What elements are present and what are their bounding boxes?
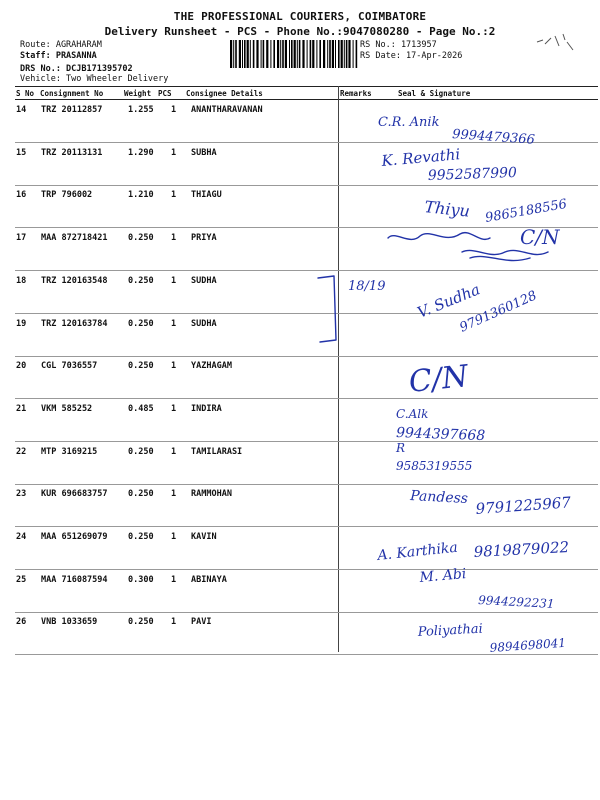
row-consignee: INDIRA	[191, 403, 222, 414]
row-sno: 17	[16, 233, 27, 244]
r23-phone: 9791225967	[475, 493, 572, 518]
row-weight: 1.290	[128, 147, 154, 158]
col-sno: S No	[16, 89, 35, 98]
row-consignment-no: MAA 716087594	[41, 574, 108, 585]
r24-phone: 9819879022	[473, 538, 570, 561]
r16-phone: 9865188556	[484, 196, 569, 226]
col-seal-signature: Seal & Signature	[398, 89, 471, 98]
r19-phone: 9791360128	[457, 288, 540, 336]
r21-signature: C.Alk	[396, 407, 429, 421]
row-consignment-no: MAA 872718421	[41, 233, 108, 244]
row-divider	[15, 654, 598, 655]
table-row	[15, 570, 598, 613]
row-sno: 26	[16, 617, 27, 628]
row-weight: 0.250	[128, 617, 154, 628]
r15-signature: K. Revathi	[380, 145, 461, 170]
col-consignment: Consignment No	[40, 89, 104, 98]
row-pcs: 1	[171, 532, 177, 542]
col-pcs: PCS	[158, 89, 172, 98]
table-row	[15, 612, 598, 655]
row-consignment-no: VNB 1033659	[41, 617, 98, 628]
row-sno: 18	[16, 275, 27, 286]
row-consignee: SUBHA	[191, 147, 217, 158]
row-consignee: YAZHAGAM	[191, 361, 232, 372]
row-weight: 0.485	[128, 403, 154, 414]
row-pcs: 1	[171, 617, 177, 628]
row-consignee: RAMMOHAN	[191, 489, 232, 500]
row-weight: 1.210	[128, 190, 154, 201]
row-weight: 0.250	[128, 318, 154, 329]
row-sno: 20	[16, 361, 27, 372]
row-pcs: 1	[171, 190, 177, 201]
row-pcs: 1	[171, 403, 177, 414]
row-sno: 23	[16, 489, 27, 500]
row-weight: 0.250	[128, 233, 154, 244]
r18-remark: 18/19	[348, 279, 386, 294]
row-consignment-no: TRZ 20113131	[41, 147, 103, 158]
row-pcs: 1	[171, 105, 177, 115]
row-weight: 0.300	[128, 574, 154, 585]
row-sno: 14	[16, 105, 27, 115]
r16-signature: Thiyu	[423, 197, 471, 221]
row-weight: 0.250	[128, 361, 154, 372]
col-weight: Weight	[124, 89, 152, 98]
r19-signature: V. Sudha	[414, 280, 483, 322]
row-pcs: 1	[171, 489, 177, 500]
row-consignee: PRIYA	[191, 233, 217, 244]
row-sno: 24	[16, 532, 27, 542]
r14-signature: C.R. Anik	[378, 115, 440, 130]
row-pcs: 1	[171, 361, 177, 372]
staff-label: Staff: PRASANNA	[20, 51, 97, 61]
r15-phone: 9952587990	[427, 164, 518, 184]
r26-signature: Poliyathai	[417, 621, 484, 640]
row-sno: 19	[16, 318, 27, 329]
r20-cn-mark: C/N	[407, 358, 470, 400]
table-row	[15, 185, 598, 228]
row-pcs: 1	[171, 275, 177, 286]
row-consignment-no: TRZ 120163548	[41, 275, 108, 286]
table-top-border	[15, 86, 598, 87]
row-consignment-no: TRZ 20112857	[41, 105, 103, 115]
r26-phone: 9894698041	[489, 635, 567, 655]
row-consignment-no: MTP 3169215	[41, 446, 98, 457]
r17-cn-mark: C/N	[520, 225, 560, 249]
r22-phone: 9585319555	[396, 459, 473, 473]
row-consignee: SUDHA	[191, 275, 217, 286]
row-sno: 21	[16, 403, 27, 414]
r21-phone: 9944397668	[395, 425, 486, 445]
row-sno: 15	[16, 147, 27, 158]
row-pcs: 1	[171, 574, 177, 585]
runsheet-title: Delivery Runsheet - PCS - Phone No.:9047080280 - Page No.:2	[104, 25, 496, 38]
row-consignee: ANANTHARAVANAN	[191, 105, 263, 115]
row-consignee: TAMILARASI	[191, 446, 243, 457]
row-weight: 1.255	[128, 105, 154, 115]
row-pcs: 1	[171, 233, 177, 244]
row-consignment-no: TRP 796002	[41, 190, 93, 201]
table-row	[15, 143, 598, 186]
table-row	[15, 314, 598, 357]
row-sno: 22	[16, 446, 27, 457]
margin-pen-mark	[535, 30, 575, 52]
row-consignee: SUDHA	[191, 318, 217, 329]
table-row	[15, 228, 598, 271]
row-consignee: KAVIN	[191, 532, 217, 542]
row-consignee: ABINAYA	[191, 574, 227, 585]
r25-phone: 9944292231	[477, 593, 555, 611]
row-consignment-no: KUR 696683757	[41, 489, 108, 500]
table-row	[15, 442, 598, 485]
row-consignee: THIAGU	[191, 190, 222, 201]
row-pcs: 1	[171, 147, 177, 158]
vehicle-label: Vehicle: Two Wheeler Delivery	[20, 74, 169, 84]
r22-signature: R	[396, 441, 406, 455]
r24-signature: A. Karthika	[376, 539, 459, 564]
r23-signature: Pandess	[409, 488, 469, 508]
row-weight: 0.250	[128, 532, 154, 542]
row-pcs: 1	[171, 446, 177, 457]
row-pcs: 1	[171, 318, 177, 329]
table-row	[15, 399, 598, 445]
row-consignment-no: TRZ 120163784	[41, 318, 108, 329]
row-weight: 0.250	[128, 489, 154, 500]
r25-signature: M. Abi	[418, 565, 467, 586]
row-consignment-no: CGL 7036557	[41, 361, 98, 372]
col-consignee: Consignee Details	[186, 89, 263, 98]
barcode-image	[230, 40, 358, 68]
rs-date: RS Date: 17-Apr-2026	[360, 51, 463, 61]
row-weight: 0.250	[128, 446, 154, 457]
col-remarks: Remarks	[340, 89, 372, 98]
company-title: THE PROFESSIONAL COURIERS, COIMBATORE	[173, 10, 427, 23]
r14-phone: 9994479366	[451, 127, 536, 148]
drs-number: DRS No.: DCJB171395702	[20, 64, 133, 74]
table-row	[15, 356, 598, 399]
table-row	[15, 484, 598, 527]
row-consignment-no: VKM 585252	[41, 403, 93, 414]
row-sno: 16	[16, 190, 27, 201]
row-weight: 0.250	[128, 275, 154, 286]
table-row	[15, 271, 598, 314]
row-consignee: PAVI	[191, 617, 212, 628]
route-label: Route: AGRAHARAM	[20, 40, 102, 50]
row-consignment-no: MAA 651269079	[41, 532, 108, 542]
table-row	[15, 527, 598, 570]
rs-number: RS No.: 1713957	[360, 40, 437, 50]
row-sno: 25	[16, 574, 27, 585]
table-row	[15, 100, 598, 143]
